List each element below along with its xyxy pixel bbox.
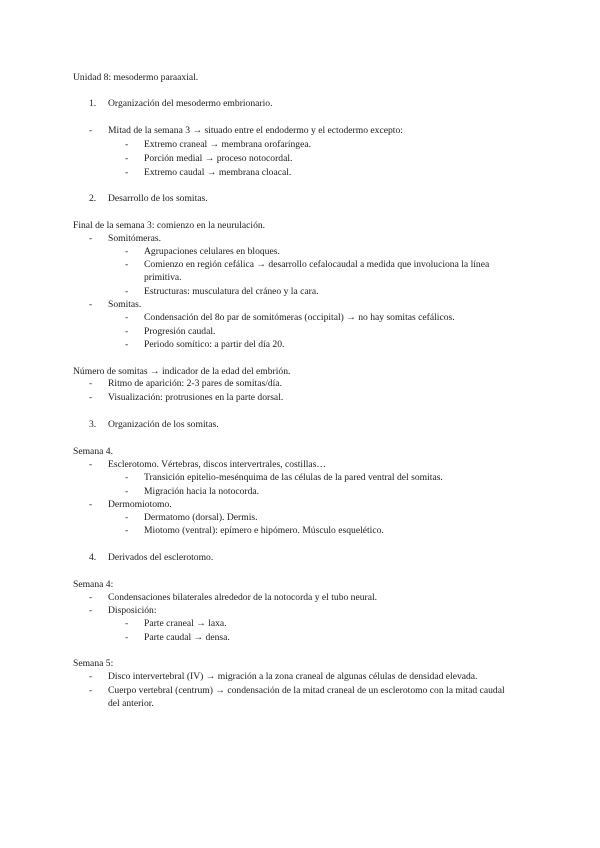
- list-item: - Visualización: protrusiones en la parte dorsal.: [108, 392, 283, 404]
- list-item: - Migración hacia la notocorda.: [144, 486, 259, 498]
- section-3-number: 3.: [89, 419, 97, 430]
- section-2-title: Desarrollo de los somitas.: [108, 193, 208, 204]
- section-2-number: 2.: [89, 193, 97, 204]
- list-item: - Disposición:: [108, 605, 157, 617]
- paragraph: Semana 5:: [73, 658, 114, 669]
- section-1-number: 1.: [89, 98, 97, 109]
- list-item: - Condensaciones bilaterales alrededor de la notocorda y el tubo neural.: [108, 592, 377, 604]
- list-item: - Somitas.: [108, 299, 141, 311]
- list-item: - Transición epitelio-mesénquima de las células de la pared ventral del somitas.: [144, 472, 443, 484]
- list-item: - Parte craneal → laxa.: [144, 618, 227, 630]
- section-3-heading: [89, 419, 219, 431]
- list-item-continuation: primitiva.: [144, 272, 182, 283]
- section-1-title: Organización del mesodermo embrionario.: [108, 98, 273, 109]
- section-4-title: Derivados del esclerotomo.: [108, 552, 214, 563]
- list-item: - Dermomiotomo.: [108, 499, 172, 511]
- section-1-heading: [89, 98, 273, 110]
- paragraph: Semana 4:: [73, 579, 114, 590]
- list-item: - Extremo caudal → membrana cloacal.: [144, 167, 291, 179]
- list-item: - Miotomo (ventral): epímero e hipómero. Músculo esquelético.: [144, 525, 384, 537]
- list-item: - Periodo somítico: a partir del día 20.: [144, 339, 284, 351]
- list-item: - Parte caudal → densa.: [144, 632, 230, 644]
- list-item: - Agrupaciones celulares en bloques.: [144, 246, 280, 258]
- list-item: - Disco intervertebral (IV) → migración a la zona craneal de algunas células de densidad elevada.: [108, 671, 477, 683]
- page-title: Unidad 8: mesodermo paraaxial.: [73, 72, 199, 83]
- list-item: - Mitad de la semana 3 → situado entre el endodermo y el ectodermo excepto:: [108, 125, 403, 137]
- list-item: - Ritmo de aparición: 2-3 pares de somitas/día.: [108, 378, 282, 390]
- list-item: - Cuerpo vertebral (centrum) → condensación de la mitad craneal de un esclerotomo con la mitad caudal: [108, 685, 505, 697]
- list-item-continuation: del anterior.: [108, 698, 154, 709]
- paragraph: Final de la semana 3: comienzo en la neurulación.: [73, 220, 266, 231]
- section-2-heading: [89, 193, 208, 205]
- list-item: - Somitómeras.: [108, 233, 161, 245]
- list-item: - Estructuras: musculatura del cráneo y la cara.: [144, 286, 318, 298]
- paragraph: Número de somitas → indicador de la edad del embrión.: [73, 366, 291, 377]
- section-4-number: 4.: [89, 552, 97, 563]
- list-item: - Progresión caudal.: [144, 326, 215, 338]
- list-item: - Esclerotomo. Vértebras, discos intervertrales, costillas…: [108, 459, 326, 471]
- list-item: - Condensación del 8o par de somitómeras (occipital) → no hay somitas cefálicos.: [144, 312, 455, 324]
- paragraph: Semana 4.: [73, 446, 113, 457]
- list-item: - Comienzo en región cefálica → desarrollo cefalocaudal a medida que involuciona la línea: [144, 259, 489, 271]
- list-item: - Extremo craneal → membrana orofaríngea.: [144, 139, 311, 151]
- list-item: - Porción medial → proceso notocordal.: [144, 153, 292, 165]
- section-4-heading: [89, 552, 214, 564]
- section-3-title: Organización de los somitas.: [108, 419, 219, 430]
- list-item: - Dermatomo (dorsal). Dermis.: [144, 512, 258, 524]
